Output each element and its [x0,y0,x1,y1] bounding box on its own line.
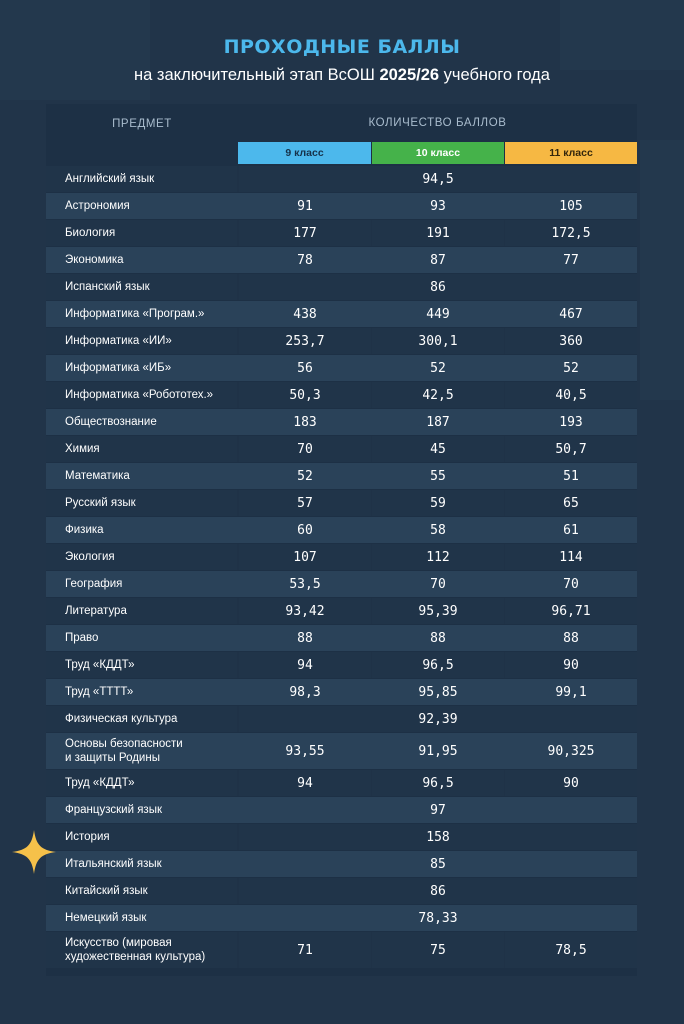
subject-cell: Информатика «Робототех.» [46,382,237,408]
table-row [46,193,637,219]
score-cell-grade-11: 50,7 [505,436,637,462]
table-row [46,301,637,327]
score-cell-grade-10: 96,5 [372,652,504,678]
score-cell-grade-9: 93,42 [239,598,371,624]
score-cell-grade-9: 107 [239,544,371,570]
subject-cell: Английский язык [46,166,237,192]
table-row [46,328,637,354]
subject-cell: География [46,571,237,597]
table-row [46,220,637,246]
score-cell-grade-11: 88 [505,625,637,651]
table-row [46,706,637,732]
score-cell-grade-11: 99,1 [505,679,637,705]
score-cell-grade-10: 52 [372,355,504,381]
subtitle-text: на заключительный этап ВсОШ [134,66,380,84]
subject-cell: Испанский язык [46,274,237,300]
score-cell-grade-9: 71 [239,932,371,968]
score-cell-grade-11: 70 [505,571,637,597]
score-cell-grade-10: 55 [372,463,504,489]
score-cell-grade-9: 253,7 [239,328,371,354]
score-cell-grade-11: 467 [505,301,637,327]
score-cell-grade-10: 42,5 [372,382,504,408]
subject-cell: История [46,824,237,850]
score-cell-all-grades: 86 [239,274,637,300]
score-cell-grade-9: 177 [239,220,371,246]
sparkle-star-icon [12,830,56,874]
score-cell-grade-11: 90,325 [505,733,637,769]
score-cell-grade-9: 56 [239,355,371,381]
table-row [46,598,637,624]
subtitle-year: 2025/26 [379,66,440,84]
score-cell-grade-11: 90 [505,770,637,796]
score-cell-grade-10: 88 [372,625,504,651]
score-cell-grade-9: 183 [239,409,371,435]
score-cell-grade-11: 65 [505,490,637,516]
subject-cell: Информатика «ИИ» [46,328,237,354]
score-cell-grade-9: 50,3 [239,382,371,408]
score-cell-grade-10: 58 [372,517,504,543]
table-row [46,733,637,769]
score-cell-grade-9: 98,3 [239,679,371,705]
subject-cell: Информатика «ИБ» [46,355,237,381]
score-cell-grade-10: 112 [372,544,504,570]
score-cell-grade-10: 449 [372,301,504,327]
score-cell-grade-10: 70 [372,571,504,597]
subject-cell: Экология [46,544,237,570]
score-cell-grade-11: 40,5 [505,382,637,408]
table-row [46,490,637,516]
score-cell-grade-10: 93 [372,193,504,219]
score-cell-grade-11: 172,5 [505,220,637,246]
score-cell-grade-9: 78 [239,247,371,273]
score-cell-grade-9: 53,5 [239,571,371,597]
scores-column-header: КОЛИЧЕСТВО БАЛЛОВ [368,117,507,129]
subject-cell: Труд «ТТТТ» [46,679,237,705]
scores-table [46,104,637,976]
table-row [46,382,637,408]
table-row [46,166,637,192]
subject-cell: Право [46,625,237,651]
score-cell-grade-11: 114 [505,544,637,570]
score-cell-all-grades: 78,33 [239,905,637,931]
score-cell-grade-9: 52 [239,463,371,489]
table-row [46,355,637,381]
score-cell-grade-9: 93,55 [239,733,371,769]
subject-cell: Биология [46,220,237,246]
table-row [46,274,637,300]
score-cell-grade-9: 94 [239,770,371,796]
table-row [46,824,637,850]
score-cell-grade-10: 59 [372,490,504,516]
score-cell-all-grades: 85 [239,851,637,877]
table-row [46,436,637,462]
subject-cell: Физическая культура [46,706,237,732]
subject-cell: Экономика [46,247,237,273]
table-row [46,247,637,273]
subject-cell: Русский язык [46,490,237,516]
score-cell-grade-11: 360 [505,328,637,354]
score-cell-grade-11: 52 [505,355,637,381]
table-row [46,409,637,435]
table-row [46,625,637,651]
subject-cell: Труд «КДДТ» [46,652,237,678]
table-row [46,878,637,904]
score-cell-grade-10: 95,39 [372,598,504,624]
subject-cell: Химия [46,436,237,462]
subject-column-header: ПРЕДМЕТ [112,118,172,130]
score-cell-grade-11: 78,5 [505,932,637,968]
table-row [46,544,637,570]
table-row [46,932,637,968]
score-cell-grade-9: 60 [239,517,371,543]
subject-cell: Литература [46,598,237,624]
subject-cell: Искусство (мировая художественная культура) [46,932,237,968]
score-cell-grade-10: 191 [372,220,504,246]
grade-10-header: 10 класс [372,142,504,164]
score-cell-all-grades: 86 [239,878,637,904]
subject-cell: Обществознание [46,409,237,435]
table-row [46,463,637,489]
score-cell-grade-10: 75 [372,932,504,968]
score-cell-grade-10: 91,95 [372,733,504,769]
subject-cell: Французский язык [46,797,237,823]
score-cell-all-grades: 158 [239,824,637,850]
score-cell-grade-11: 61 [505,517,637,543]
table-row [46,571,637,597]
subject-cell: Китайский язык [46,878,237,904]
score-cell-grade-9: 88 [239,625,371,651]
score-cell-grade-9: 57 [239,490,371,516]
score-cell-grade-9: 438 [239,301,371,327]
score-cell-grade-10: 96,5 [372,770,504,796]
table-row [46,517,637,543]
subtitle-text-end: учебного года [439,66,550,84]
score-cell-all-grades: 92,39 [239,706,637,732]
score-cell-grade-10: 95,85 [372,679,504,705]
score-cell-grade-10: 187 [372,409,504,435]
subject-cell: Итальянский язык [46,851,237,877]
subject-cell: Немецкий язык [46,905,237,931]
score-cell-grade-10: 87 [372,247,504,273]
table-row [46,652,637,678]
score-cell-grade-11: 96,71 [505,598,637,624]
background-decor [640,140,684,400]
score-cell-grade-9: 94 [239,652,371,678]
score-cell-grade-11: 51 [505,463,637,489]
score-cell-grade-9: 91 [239,193,371,219]
score-cell-grade-9: 70 [239,436,371,462]
page-title: ПРОХОДНЫЕ БАЛЛЫ [223,36,461,58]
table-row [46,851,637,877]
score-cell-grade-11: 90 [505,652,637,678]
score-cell-all-grades: 94,5 [239,166,637,192]
subject-cell: Математика [46,463,237,489]
score-cell-all-grades: 97 [239,797,637,823]
subject-cell: Труд «КДДТ» [46,770,237,796]
subject-cell: Астрономия [46,193,237,219]
score-cell-grade-11: 77 [505,247,637,273]
subject-cell: Основы безопасности и защиты Родины [46,733,237,769]
score-cell-grade-10: 45 [372,436,504,462]
grade-9-header: 9 класс [238,142,371,164]
subject-cell: Информатика «Програм.» [46,301,237,327]
subject-cell: Физика [46,517,237,543]
score-cell-grade-11: 105 [505,193,637,219]
score-cell-grade-10: 300,1 [372,328,504,354]
grade-11-header: 11 класс [505,142,637,164]
table-row [46,797,637,823]
page-header [0,36,684,85]
table-row [46,770,637,796]
table-row [46,679,637,705]
page-subtitle [0,66,684,85]
table-row [46,905,637,931]
score-cell-grade-11: 193 [505,409,637,435]
